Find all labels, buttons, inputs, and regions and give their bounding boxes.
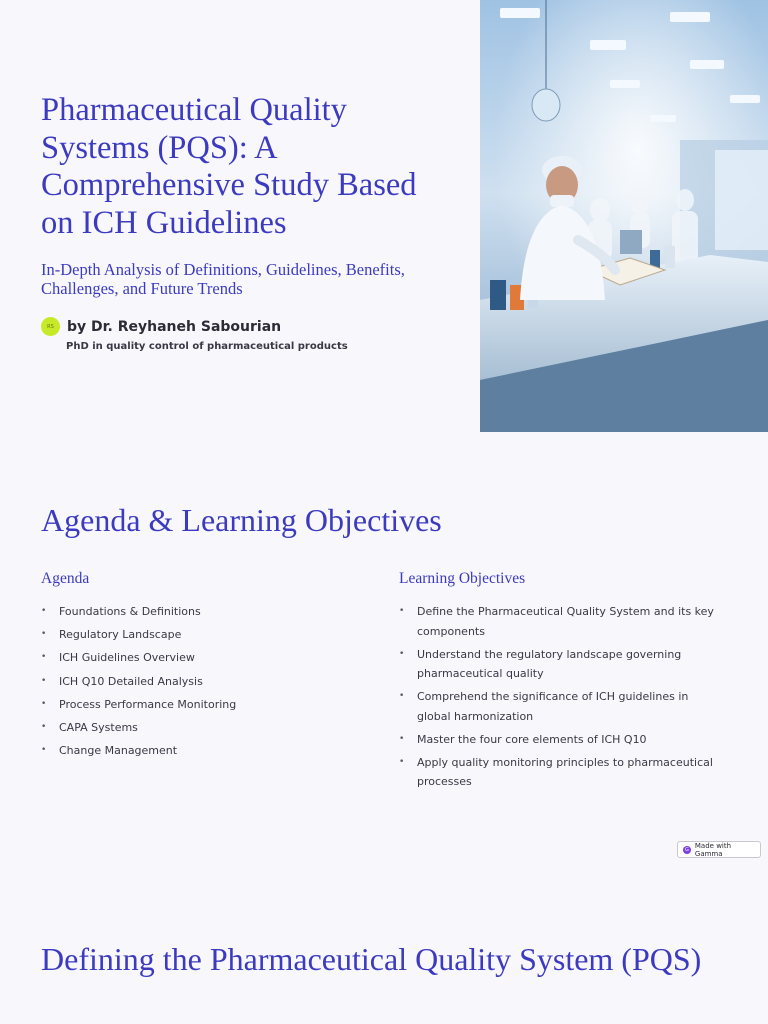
author-role: PhD in quality control of pharmaceutical products bbox=[66, 341, 348, 352]
list-item: • ICH Guidelines Overview bbox=[41, 651, 195, 665]
list-item: • Change Management bbox=[41, 744, 178, 758]
list-item: • Regulatory Landscape bbox=[41, 628, 182, 642]
badge-label: Made with Gamma bbox=[694, 841, 732, 858]
hero-subtitle: In-Depth Analysis of Definitions, Guidelines, Benefits, Challenges, and Future Trends bbox=[41, 260, 405, 298]
list-item: • Foundations & Definitions bbox=[41, 605, 201, 618]
list-item: • Process Performance Monitoring bbox=[41, 697, 237, 711]
list-item: • Master the four core elements of ICH Q10 bbox=[399, 732, 647, 746]
list-item: • Understand the regulatory landscape governing pharmaceutical quality bbox=[399, 647, 682, 680]
agenda-heading: Agenda bbox=[41, 570, 90, 587]
gamma-logo-icon: G bbox=[683, 846, 691, 854]
list-item: • Define the Pharmaceutical Quality System and its key components bbox=[399, 605, 714, 638]
objectives-list bbox=[399, 602, 719, 795]
objectives-heading: Learning Objectives bbox=[399, 570, 526, 587]
defining-section-title: Defining the Pharmaceutical Quality System (PQS) bbox=[41, 941, 702, 977]
author-row bbox=[41, 317, 281, 336]
list-item: • Apply quality monitoring principles to pharmaceutical processes bbox=[399, 755, 713, 788]
made-with-gamma-badge[interactable] bbox=[677, 841, 761, 858]
avatar: RS bbox=[41, 317, 60, 336]
lab-photo bbox=[480, 0, 768, 432]
list-item: • Comprehend the significance of ICH guidelines in global harmonization bbox=[399, 690, 689, 723]
list-item: • ICH Q10 Detailed Analysis bbox=[41, 674, 203, 688]
list-item: • CAPA Systems bbox=[41, 720, 138, 734]
agenda-section-title: Agenda & Learning Objectives bbox=[41, 502, 442, 538]
author-name: by Dr. Reyhaneh Sabourian bbox=[67, 318, 282, 335]
agenda-list bbox=[41, 602, 341, 764]
hero-title: Pharmaceutical Quality Systems (PQS): A Comprehensive Study Based on ICH Guidelines bbox=[41, 92, 417, 241]
